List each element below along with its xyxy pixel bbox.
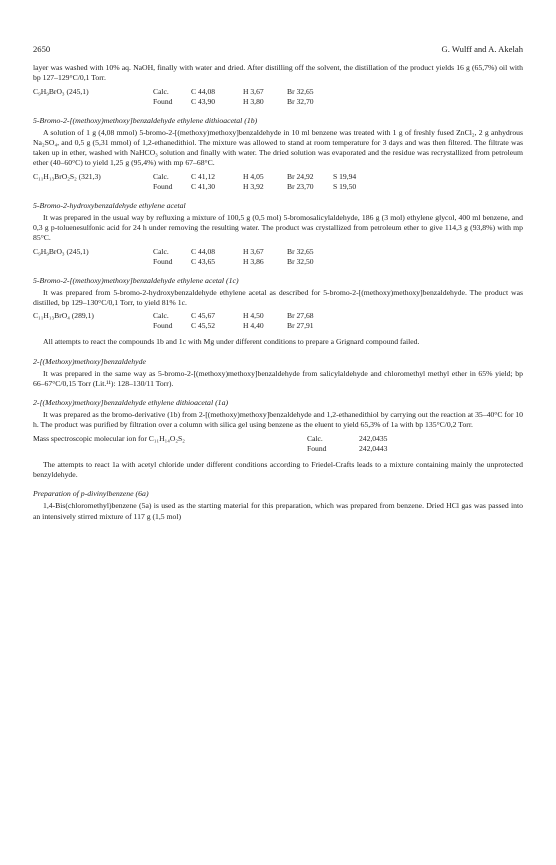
calc-value: C 44,08 [191, 246, 216, 256]
found-value: H 3,92 [243, 181, 264, 191]
found-value [333, 321, 373, 331]
found-value: C 41,30 [191, 181, 216, 191]
found-value: Br 23,70 [287, 181, 314, 191]
calc-value: Br 27,68 [287, 311, 314, 321]
found-value: Br 27,91 [287, 321, 314, 331]
found-label: Found [153, 256, 173, 266]
paragraph: The attempts to react 1a with acetyl chloride under different conditions according to Friedel-Crafts leads to a mixture containing mainly the unprotected benzyldehyde. [33, 459, 523, 480]
mass-spec-result [33, 434, 523, 454]
calc-value [333, 87, 373, 97]
found-value: S 19,50 [333, 181, 357, 191]
document-page [33, 44, 523, 522]
paragraph: It was prepared from 5-bromo-2-hydroxybenzaldehyde ethylene acetal as described for 5-bromo-2-[(methoxy)methoxy]benzaldehyde. The product was distilled, bp 129–130°C/0,1 Torr, to yield 81% 1c. [33, 287, 523, 307]
calc-value: C 41,12 [191, 171, 216, 181]
section-heading: 5-Bromo-2-hydroxybenzaldehyde ethylene acetal [33, 200, 186, 210]
elemental-analysis [33, 311, 523, 331]
page-header [33, 44, 523, 54]
calc-value: Br 32,65 [287, 86, 314, 96]
found-label: Found [307, 443, 327, 453]
calc-value: H 4,05 [243, 171, 264, 181]
calc-value: S 19,94 [333, 171, 357, 181]
found-label: Found [153, 96, 173, 106]
found-value: H 3,80 [243, 96, 264, 106]
elemental-analysis [33, 247, 523, 267]
calc-value [333, 311, 373, 321]
calc-value: Br 24,92 [287, 171, 314, 181]
section-heading: 2-[(Methoxy)methoxy]benzaldehyde ethylene dithioacetal (1a) [33, 398, 229, 408]
found-value: H 4,40 [243, 321, 264, 331]
formula: C₉H₉BrO₃ (245,1) [33, 246, 89, 256]
calc-value: C 45,67 [191, 311, 216, 321]
paragraph: It was prepared as the bromo-derivative (1b) from 2-[(methoxy)methoxy]benzaldehyde and 1,2-ethanedithiol by carrying out the reaction at 35–40°C for 10 h. The product was purified by filtration over a column with silica gel using benzene as the eluent to yield 65,3% of 1a with bp 135°C/0,2 Torr. [33, 410, 523, 430]
calc-value: C 44,08 [191, 86, 216, 96]
paragraph: layer was washed with 10% aq. NaOH, finally with water and dried. After distilling off the solvent, the distillation of the product yields 16 g (65,7%) oil with bp 127–129°C/0,1 Torr. [33, 63, 523, 83]
calc-value: H 3,67 [243, 86, 264, 96]
found-value [333, 97, 373, 107]
calc-label: Calc. [153, 171, 169, 181]
paragraph: It was prepared in the same way as 5-bromo-2-[(methoxy)methoxy]benzaldehyde from salicylaldehyde and chloromethyl methyl ether in 65% yield; bp 66–67°C/0,15 Torr (Lit.¹¹): 128–130/11 Torr). [33, 368, 523, 388]
found-value: Br 32,50 [287, 256, 314, 266]
found-label: Found [153, 181, 173, 191]
calc-label: Calc. [307, 433, 323, 443]
calc-value: H 4,50 [243, 311, 264, 321]
formula: C₉H₉BrO₃ (245,1) [33, 86, 89, 96]
calc-value: 242,0435 [359, 433, 388, 443]
paragraph: It was prepared in the usual way by refluxing a mixture of 100,5 g (0,5 mol) 5-bromosalicylaldehyde, 186 g (3 mol) ethylene glycol, 400 ml benzene, and 0,3 g p-toluenesulfonic acid for 24 h under removing the resulting water. The product was crystallized from petroleum ether to give 114,3 g (93,8%) with mp 85°C. [33, 212, 523, 243]
found-value [333, 257, 373, 267]
found-value: C 43,90 [191, 96, 216, 106]
running-authors: G. Wulff and A. Akelah [441, 44, 523, 54]
elemental-analysis [33, 87, 523, 107]
found-value: 242,0443 [359, 443, 388, 453]
found-value: Br 32,70 [287, 96, 314, 106]
paragraph: A solution of 1 g (4,08 mmol) 5-bromo-2-[(methoxy)methoxy]benzaldehyde in 10 ml benzene was treated with 1 g of freshly fused ZnCl₂, 2 g anhydrous Na₂SO₄, and 0,5 g (5,31 mmol) of 1,2-ethanedithiol. The mixture was allowed to stand at room temperature for 3 days and was then filtered. The filtrate was taken up in ether, washed with NaHCO₃ solution and finally with water. The dried solution was evaporated and the residue was recrystallized from petroleum ether (40–60°C) to yield 1,25 g (95,4%) with mp 67–68°C. [33, 127, 523, 168]
formula: C₁₁H₁₃BrO₄ (289,1) [33, 311, 94, 321]
found-value: C 43,65 [191, 256, 216, 266]
section-heading: 5-Bromo-2-[(methoxy)methoxy]benzaldehyde ethylene acetal (1c) [33, 275, 239, 285]
page-number: 2650 [33, 44, 51, 54]
formula: C₁₁H₁₃BrO₂S₂ (321,3) [33, 171, 101, 181]
section-heading: 2-[(Methoxy)methoxy]benzaldehyde [33, 356, 147, 366]
calc-label: Calc. [153, 311, 169, 321]
calc-value [333, 247, 373, 257]
section-heading: Preparation of p-divinylbenzene (6a) [33, 489, 149, 499]
paragraph: 1,4-Bis(chloromethyl)benzene (5a) is used as the starting material for this preparation, which was prepared from benzene. Dried HCl gas was passed into an intensively stirred mixture of 117 g (1,5 mol) [33, 501, 523, 521]
calc-label: Calc. [153, 246, 169, 256]
calc-label: Calc. [153, 86, 169, 96]
calc-value: Br 32,65 [287, 246, 314, 256]
mass-label: Mass spectroscopic molecular ion for C₁₁H₁₄O₂S₂ [33, 433, 185, 443]
found-label: Found [153, 321, 173, 331]
paragraph: All attempts to react the compounds 1b and 1c with Mg under different conditions to prepare a Grignard compound failed. [43, 337, 420, 347]
found-value: C 45,52 [191, 321, 216, 331]
found-value: H 3,86 [243, 256, 264, 266]
elemental-analysis [33, 172, 523, 192]
section-heading: 5-Bromo-2-[(methoxy)methoxy]benzaldehyde ethylene dithioacetal (1b) [33, 115, 258, 125]
calc-value: H 3,67 [243, 246, 264, 256]
